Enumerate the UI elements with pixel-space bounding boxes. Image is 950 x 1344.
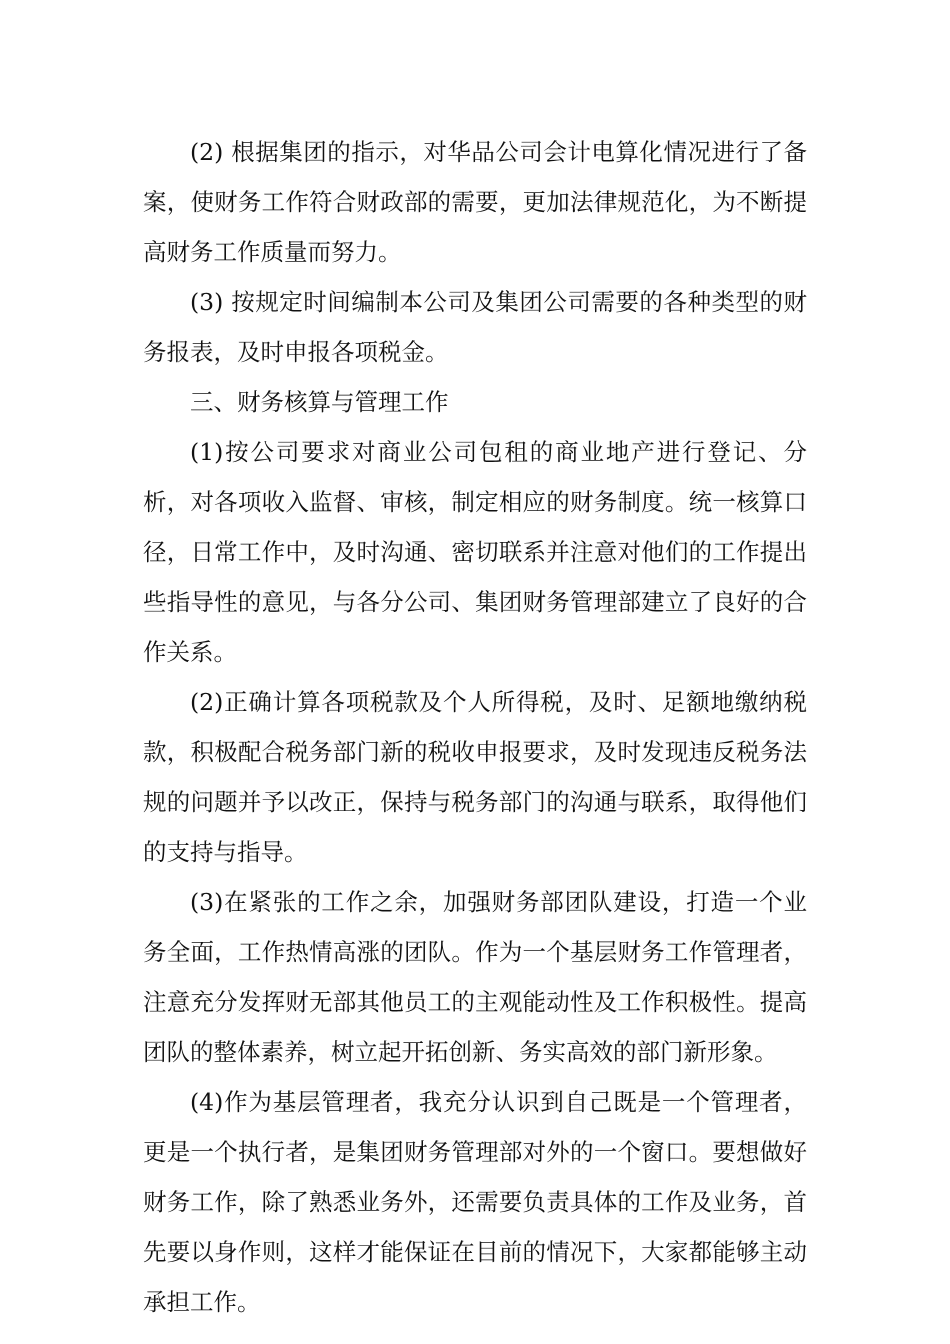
document-body (143, 127, 807, 1327)
paragraph-archiving: (2) 根据集团的指示，对华品公司会计电算化情况进行了备案，使财务工作符合财政部的需要，更加法律规范化，为不断提高财务工作质量而努力。 (143, 138, 807, 266)
paragraph-commercial-property: (1)按公司要求对商业公司包租的商业地产进行登记、分析，对各项收入监督、审核，制定相应的财务制度。统一核算口径，日常工作中，及时沟通、密切联系并注意对他们的工作提出些指导性的意见，与各分公司、集团财务管理部建立了良好的合作关系。 (143, 438, 807, 666)
paragraph-management-role: (4)作为基层管理者，我充分认识到自己既是一个管理者，更是一个执行者，是集团财务管理部对外的一个窗口。要想做好财务工作，除了熟悉业务外，还需要负责具体的工作及业务，首先要以身作则，这样才能保证在目前的情况下，大家都能够主动承担工作。 (143, 1088, 807, 1316)
paragraph-reports: (3) 按规定时间编制本公司及集团公司需要的各种类型的财务报表，及时申报各项税金。 (143, 288, 807, 366)
paragraph-taxes: (2)正确计算各项税款及个人所得税，及时、足额地缴纳税款，积极配合税务部门新的税收申报要求，及时发现违反税务法规的问题并予以改正，保持与税务部门的沟通与联系，取得他们的支持与指导。 (143, 688, 807, 866)
paragraph-team-building: (3)在紧张的工作之余，加强财务部团队建设，打造一个业务全面，工作热情高涨的团队。作为一个基层财务工作管理者，注意充分发挥财无部其他员工的主观能动性及工作积极性。提高团队的整体素养，树立起开拓创新、务实高效的部门新形象。 (143, 888, 807, 1066)
section-heading: 三、财务核算与管理工作 (190, 388, 449, 416)
